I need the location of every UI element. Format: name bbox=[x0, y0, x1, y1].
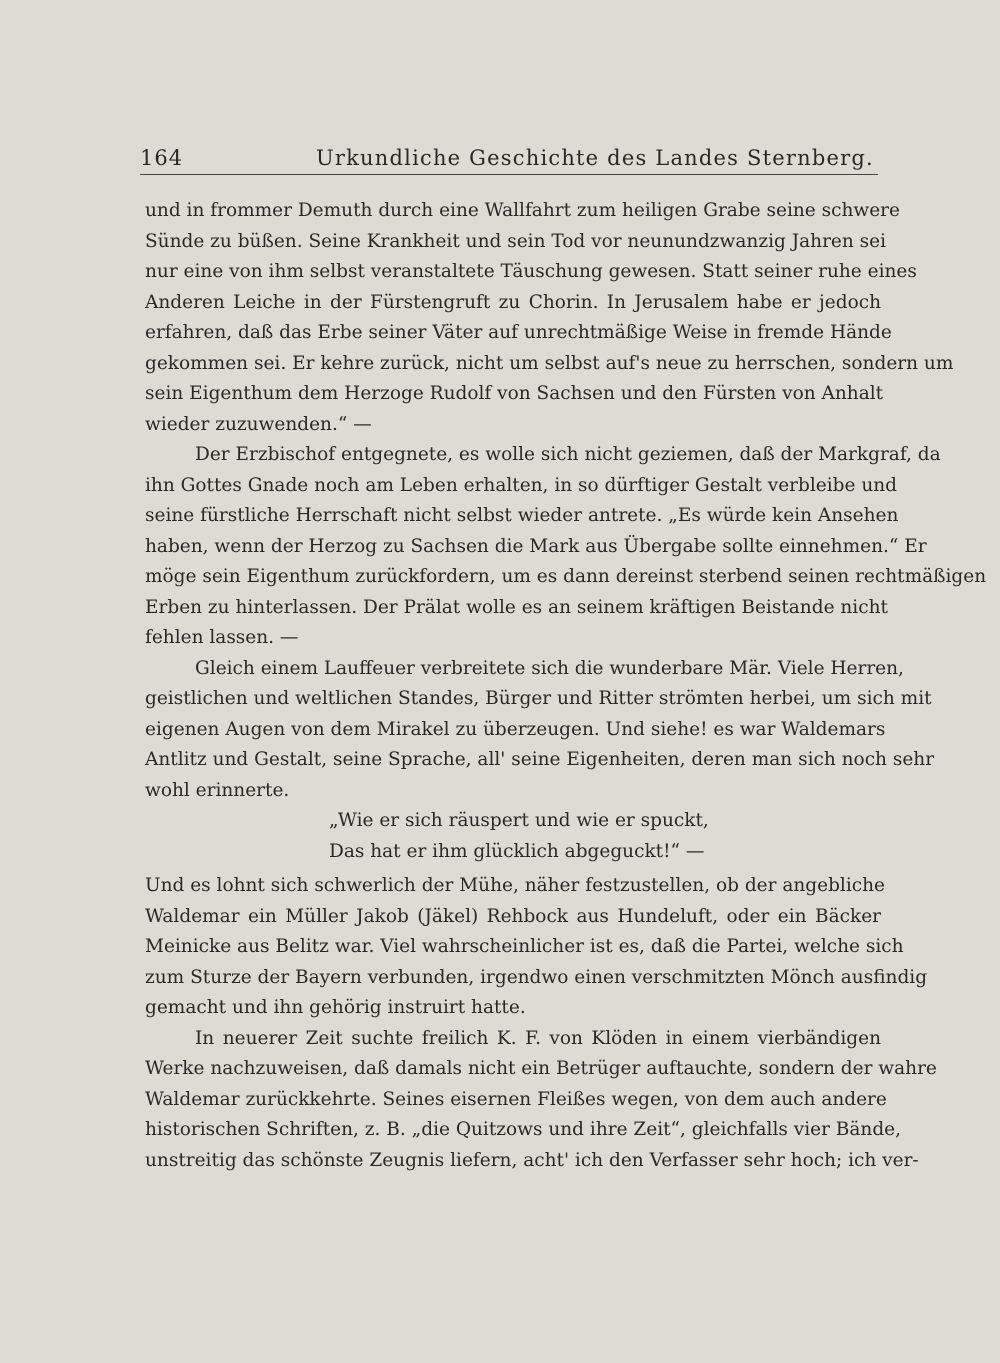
text-line: fehlen lassen. — bbox=[145, 627, 299, 648]
text-line: historischen Schriften, z. B. „die Quitzows und ihre Zeit“, gleichfalls vier Bände, bbox=[145, 1119, 902, 1140]
text-line: sein Eigenthum dem Herzoge Rudolf von Sachsen und den Fürsten von Anhalt bbox=[145, 383, 884, 404]
text-line: unstreitig das schönste Zeugnis liefern, acht' ich den Verfasser sehr hoch; ich ver- bbox=[145, 1149, 919, 1171]
text-line: zum Sturze der Bayern verbunden, irgendwo einen verschmitzten Mönch ausfindig bbox=[145, 966, 928, 988]
text-line: gemacht und ihn gehörig instruirt hatte. bbox=[145, 997, 526, 1018]
text-line: Erben zu hinterlassen. Der Prälat wolle es an seinem kräftigen Beistande nicht bbox=[145, 596, 888, 618]
paragraph-start-line: In neuerer Zeit suchte freilich K. F. von Klöden in einem vierbändigen bbox=[195, 1027, 881, 1049]
page-header bbox=[140, 144, 878, 175]
text-line: eigenen Augen von dem Mirakel zu überzeugen. Und siehe! es war Waldemars bbox=[145, 718, 886, 740]
text-line: erfahren, daß das Erbe seiner Väter auf unrechtmäßige Weise in fremde Hände bbox=[145, 322, 892, 343]
text-line: und in frommer Demuth durch eine Wallfahrt zum heiligen Grabe seine schwere bbox=[145, 200, 900, 221]
text-line: Antlitz und Gestalt, seine Sprache, all' seine Eigenheiten, deren man sich noch sehr bbox=[145, 749, 935, 770]
text-line: nur eine von ihm selbst veranstaltete Täuschung gewesen. Statt seiner ruhe eines bbox=[145, 261, 917, 282]
text-line: ihn Gottes Gnade noch am Leben erhalten, in so dürftiger Gestalt verbleibe und bbox=[145, 474, 897, 496]
text-line: wieder zuzuwenden.“ — bbox=[145, 413, 372, 435]
body-text bbox=[145, 196, 987, 1176]
text-line: Werke nachzuweisen, daß damals nicht ein Betrüger auftauchte, sondern der wahre bbox=[145, 1058, 937, 1079]
text-line: geistlichen und weltlichen Standes, Bürger und Ritter strömten herbei, um sich mit bbox=[145, 688, 932, 709]
verse-line: „Wie er sich räuspert und wie er spuckt, bbox=[329, 810, 709, 831]
text-line: Anderen Leiche in der Fürstengruft zu Chorin. In Jerusalem habe er jedoch bbox=[145, 291, 881, 313]
verse-line: Das hat er ihm glücklich abgeguckt!“ — bbox=[329, 840, 705, 862]
paragraph-start-line: Gleich einem Lauffeuer verbreitete sich die wunderbare Mär. Viele Herren, bbox=[195, 657, 904, 679]
text-line: möge sein Eigenthum zurückfordern, um es dann dereinst sterbend seinen rechtmäßigen bbox=[145, 566, 987, 587]
text-line: Und es lohnt sich schwerlich der Mühe, näher festzustellen, ob der angebliche bbox=[145, 875, 885, 896]
running-title: Urkundliche Geschichte des Landes Sternberg. bbox=[316, 146, 874, 170]
text-line: seine fürstliche Herrschaft nicht selbst wieder antrete. „Es würde kein Ansehen bbox=[145, 505, 899, 526]
paragraph-start-line: Der Erzbischof entgegnete, es wolle sich nicht geziemen, daß der Markgraf, da bbox=[195, 444, 941, 465]
text-line: wohl erinnerte. bbox=[145, 779, 290, 801]
text-line: haben, wenn der Herzog zu Sachsen die Mark aus Übergabe sollte einnehmen.“ Er bbox=[145, 535, 927, 557]
text-line: Sünde zu büßen. Seine Krankheit und sein Tod vor neunundzwanzig Jahren sei bbox=[145, 230, 887, 252]
text-line: gekommen sei. Er kehre zurück, nicht um selbst auf's neue zu herrschen, sondern um bbox=[145, 352, 954, 374]
text-line: Waldemar zurückkehrte. Seines eisernen Fleißes wegen, von dem auch andere bbox=[145, 1088, 887, 1110]
page-number: 164 bbox=[140, 146, 184, 170]
text-line: Meinicke aus Belitz war. Viel wahrscheinlicher ist es, daß die Partei, welche sich bbox=[145, 936, 904, 957]
text-line: Waldemar ein Müller Jakob (Jäkel) Rehbock aus Hundeluft, oder ein Bäcker bbox=[145, 905, 881, 927]
